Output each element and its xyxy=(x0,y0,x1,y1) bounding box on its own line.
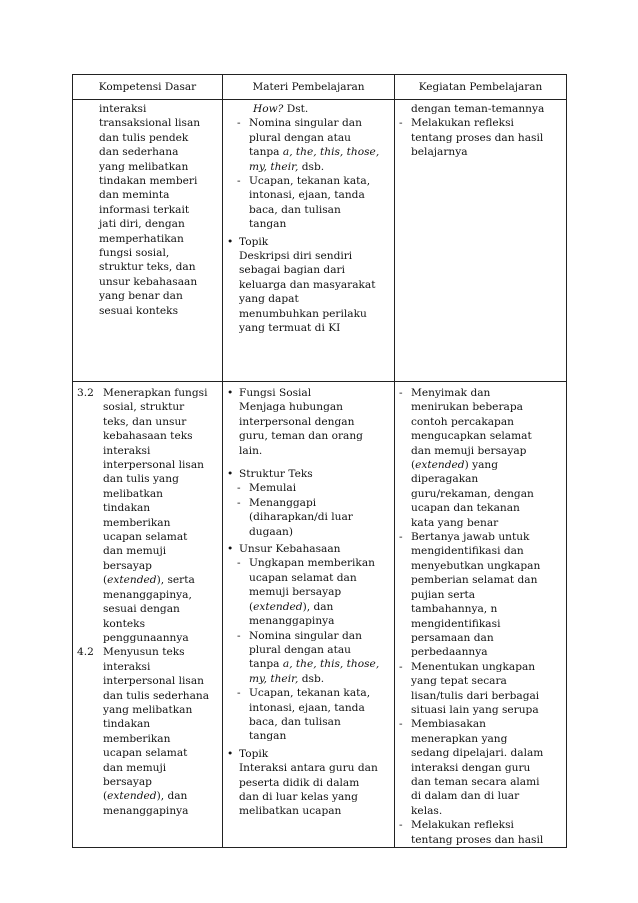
text-line: transaksional lisan xyxy=(99,117,201,130)
text-line: intonasi, ejaan, tanda xyxy=(249,189,365,202)
text-line: yang melibatkan xyxy=(103,703,193,716)
table-row xyxy=(73,100,567,382)
text-line: persamaan dan xyxy=(411,631,494,644)
text-line: Menjaga hubungan xyxy=(239,401,343,414)
kd-description xyxy=(103,645,218,818)
text-line: tangan xyxy=(249,730,287,743)
text-line: menirukan beberapa xyxy=(411,401,523,414)
text-line: yang melibatkan xyxy=(99,160,189,173)
kd-number: 4.2 xyxy=(77,646,94,659)
text-line: tindakan xyxy=(103,718,151,731)
text-line: menerapkan yang xyxy=(411,732,508,745)
text-line: tambahannya, n xyxy=(411,603,498,616)
text-line: dengan teman-temannya xyxy=(411,103,545,115)
text-line: pujian serta xyxy=(411,588,476,601)
kegiatan-cell xyxy=(395,382,567,848)
text-line: yang tepat secara xyxy=(411,675,507,688)
text-line: Ungkapan memberikan xyxy=(249,557,375,570)
text-line: kata yang benar xyxy=(411,516,499,529)
text-line: Menyimak dan xyxy=(411,387,491,399)
topic-heading: Topik xyxy=(239,235,269,248)
text-line: interaksi xyxy=(103,444,151,457)
section-text xyxy=(227,400,390,458)
text-line: Deskripsi diri sendiri xyxy=(239,250,353,263)
text-line: baca, dan tulisan xyxy=(249,203,341,216)
text-line: interaksi dengan guru xyxy=(411,761,531,774)
text-line: Menanggapi xyxy=(249,496,317,509)
text: dsb. xyxy=(298,672,325,685)
text-line: (extended), dan xyxy=(103,790,188,803)
text-line: sebagai bagian dari xyxy=(239,264,345,277)
text-line: mengucapkan selamat xyxy=(411,430,532,443)
section-heading: Fungsi Sosial xyxy=(239,387,312,399)
text-line: unsur kebahasaan xyxy=(99,275,198,288)
text-line: sesuai dengan xyxy=(103,603,180,616)
text-line: menumbuhkan perilaku xyxy=(239,307,367,320)
text-line: keluarga dan masyarakat xyxy=(239,278,376,291)
text: tanpa xyxy=(249,146,283,159)
text-line: dan di luar kelas yang xyxy=(239,790,358,803)
materi-cell xyxy=(223,382,395,848)
text-line: memberikan xyxy=(103,516,171,529)
text-line: kebahasaan teks xyxy=(103,430,193,443)
text-line: memuji bersayap xyxy=(249,586,342,599)
text: ), dan xyxy=(302,600,334,613)
text-line: interpersonal lisan xyxy=(103,459,204,472)
materi-text: How? Dst. - Nomina singular dan plural dengan atau tanpa a, the, this, those, my, their, dsb. - Ucapan, tekanan kata, intonasi, ejaan, tanda baca, dan tulisan tangan • Topik Deskripsi diri sendiri sebagai bagian dari keluarga dan masyarakat yang dapat menumbuhkan perilaku yang termuat di KI xyxy=(223,100,394,336)
text-line: tangan xyxy=(249,218,287,231)
text-line: mengidentifikasi dan xyxy=(411,545,524,558)
kegiatan-cell xyxy=(395,100,567,382)
text-line: Menentukan ungkapan xyxy=(411,660,536,673)
section-text xyxy=(227,761,390,819)
materi-text: • Fungsi Sosial Menjaga hubungan interpersonal dengan guru, teman dan orang lain. • Struktur Teks - Memulai - Menanggapi (diharapkan/di luar dugaan) • Unsur Kebahasaan - Ungkapan memberikan ucapan selamat dan memuji bersayap (extended), dan menanggapinya - Nomina singular dan plural dengan atau tanpa a, the, this, those, my, their, dsb. - Ucapan, tekanan kata, intonasi, ejaan, tanda baca, dan tulisan tangan • Topik Interaksi antara guru dan peserta didik di dalam dan di luar kelas yang melibatkan ucapan xyxy=(223,382,394,819)
kd-text xyxy=(73,382,222,818)
text-line: dan memuji bersayap xyxy=(411,444,527,457)
kegiatan-text: dengan teman-temannya - Melakukan refleksi tentang proses dan hasil belajarnya xyxy=(395,100,566,160)
text-line: tindakan memberi xyxy=(99,175,198,188)
text-line: ucapan selamat dan xyxy=(249,571,357,584)
bullet-icon: • xyxy=(227,747,234,760)
bullet-icon: • xyxy=(227,235,234,248)
text-line: (extended), serta xyxy=(103,574,195,587)
text-line: tindakan xyxy=(103,502,151,515)
text-line: Memulai xyxy=(249,482,297,495)
text-line: memperhatikan xyxy=(99,232,184,245)
section-heading: Unsur Kebahasaan xyxy=(239,543,341,556)
text-line: kelas. xyxy=(411,804,443,817)
text-line: interaksi xyxy=(103,660,151,673)
kd-cell xyxy=(73,382,223,848)
kd-description xyxy=(103,386,218,645)
table-row xyxy=(73,382,567,848)
text-line: memberikan xyxy=(103,732,171,745)
header-kegiatan-pembelajaran: Kegiatan Pembelajaran xyxy=(395,75,567,100)
section-heading: Struktur Teks xyxy=(239,468,313,481)
text-line: interaksi xyxy=(99,103,147,115)
bullet-icon: • xyxy=(227,387,234,399)
text-line: plural dengan atau xyxy=(249,643,352,656)
text-line: intonasi, ejaan, tanda xyxy=(249,701,365,714)
text-line: interpersonal lisan xyxy=(103,675,204,688)
text-line: menanggapinya xyxy=(103,804,189,817)
text-line: Nomina singular dan xyxy=(249,117,362,130)
text-line: menyebutkan ungkapan xyxy=(411,559,541,572)
text-line: plural dengan atau xyxy=(249,131,352,144)
materi-cell xyxy=(223,100,395,382)
text-line: dan memuji xyxy=(103,545,167,558)
text-line: contoh percakapan xyxy=(411,415,514,428)
text-line: dan tulis sederhana xyxy=(103,689,210,702)
text-line: Menerapkan fungsi xyxy=(103,387,208,399)
text-line: tentang proses dan hasil xyxy=(411,131,544,144)
text-line: fungsi sosial, xyxy=(99,247,170,260)
text-line: dan memuji xyxy=(103,761,167,774)
text: tanpa xyxy=(249,658,283,671)
text-line: sesuai konteks xyxy=(99,304,179,317)
italic-text: How? xyxy=(253,103,284,115)
topic-text xyxy=(227,249,390,335)
activity-item xyxy=(411,660,539,718)
text: ), serta xyxy=(156,574,195,587)
text-line: dan meminta xyxy=(99,189,170,202)
text-line: situasi lain yang serupa xyxy=(411,703,539,716)
text-line: menanggapinya, xyxy=(103,588,192,601)
text-line: baca, dan tulisan xyxy=(249,715,341,728)
activity-item xyxy=(411,717,543,818)
text-line: Melakukan refleksi xyxy=(411,819,514,832)
text-line: (diharapkan/di luar xyxy=(249,511,353,524)
text-line: interpersonal dengan xyxy=(239,415,355,428)
text-line: pemberian selamat dan xyxy=(411,574,538,587)
kd-number: 3.2 xyxy=(77,387,94,399)
text-line: informasi terkait xyxy=(99,203,190,216)
lesson-plan-table xyxy=(72,74,567,848)
text-line: penggunaannya xyxy=(103,631,189,644)
text-line: bersayap xyxy=(103,775,152,788)
italic-text: a, the, this, those, xyxy=(282,658,380,671)
text-line: konteks xyxy=(103,617,146,630)
header-materi-pembelajaran: Materi Pembelajaran xyxy=(223,75,395,100)
text-line: dan sederhana xyxy=(99,146,179,159)
text: ) yang xyxy=(464,459,498,472)
text-line: sedang dipelajari. dalam xyxy=(411,747,544,760)
text-line: Menyusun teks xyxy=(103,646,185,659)
text-line: teks, dan unsur xyxy=(103,415,187,428)
italic-text: extended xyxy=(107,574,157,587)
bullet-icon: • xyxy=(227,468,234,481)
kd-cell xyxy=(73,100,223,382)
italic-text: extended xyxy=(107,790,157,803)
italic-text: my, their, xyxy=(249,160,299,173)
text: Dst. xyxy=(283,103,309,115)
text-line: dugaan) xyxy=(249,525,293,538)
text-line: sosial, struktur xyxy=(103,401,185,414)
text-line: Ucapan, tekanan kata, xyxy=(249,687,371,700)
activity-item xyxy=(411,530,540,660)
text-line: Bertanya jawab untuk xyxy=(411,531,530,544)
text-line: menanggapinya xyxy=(249,615,335,628)
text-line: di dalam dan di luar xyxy=(411,790,520,803)
bullet-icon: • xyxy=(227,543,234,556)
text-line: melibatkan xyxy=(103,487,164,500)
text-line: jati diri, dengan xyxy=(99,218,185,231)
header-kompetensi-dasar: Kompetensi Dasar xyxy=(73,75,223,100)
text: dsb. xyxy=(298,160,325,173)
text-line: dan teman secara alami xyxy=(411,775,540,788)
italic-text: a, the, this, those, xyxy=(282,146,380,159)
text-line: tentang proses dan hasil xyxy=(411,833,544,846)
italic-text: my, their, xyxy=(249,672,299,685)
text-line: peserta didik di dalam xyxy=(239,776,360,789)
text-line: Nomina singular dan xyxy=(249,629,362,642)
text-line: Ucapan, tekanan kata, xyxy=(249,175,371,188)
text-line: lain. xyxy=(239,444,263,457)
kegiatan-text: - Menyimak dan menirukan beberapa contoh percakapan mengucapkan selamat dan memuji bersayap (extended) yang diperagakan guru/rekaman, dengan ucapan dan tekanan kata yang benar - Bertanya jawab untuk mengidentifikasi dan menyebutkan ungkapan pemberian selamat dan pujian serta tambahannya, n mengidentifikasi persamaan dan perbedaannya - Menentukan ungkapan yang tepat secara lisan/tulis dari berbagai situasi lain yang serupa - Membiasakan menerapkan yang sedang dipelajari. dalam interaksi dengan guru dan teman secara alami di dalam dan di luar kelas. - Melakukan refleksi tentang proses dan hasil xyxy=(399,387,544,846)
text-line: ucapan selamat xyxy=(103,531,188,544)
text-line: lisan/tulis dari berbagai xyxy=(411,689,540,702)
text-line: yang dapat xyxy=(239,293,299,306)
text-line: guru/rekaman, dengan xyxy=(411,487,534,500)
table-header-row xyxy=(73,75,567,100)
text-line: perbedaannya xyxy=(411,646,488,659)
activity-item xyxy=(411,386,534,530)
text-line: Interaksi antara guru dan xyxy=(239,762,378,775)
text-line: diperagakan xyxy=(411,473,479,486)
text-line: guru, teman dan orang xyxy=(239,430,363,443)
text-line: dan tulis pendek xyxy=(99,131,189,144)
activity-item xyxy=(411,818,543,847)
text-line: (extended) yang xyxy=(411,459,498,472)
text: ), dan xyxy=(156,790,188,803)
italic-text: extended xyxy=(253,600,303,613)
text-line: Membiasakan xyxy=(411,718,486,731)
text-line: mengidentifikasi xyxy=(411,617,501,630)
text-line: yang benar dan xyxy=(99,290,183,303)
text-line: ucapan selamat xyxy=(103,747,188,760)
text-line: belajarnya xyxy=(411,146,468,159)
text-line: Melakukan refleksi xyxy=(411,117,514,130)
text-line: melibatkan ucapan xyxy=(239,805,342,818)
italic-text: extended xyxy=(415,459,465,472)
text-line: ucapan dan tekanan xyxy=(411,502,520,515)
text-line: dan tulis yang xyxy=(103,473,179,486)
section-heading: Topik xyxy=(239,747,269,760)
text-line: bersayap xyxy=(103,559,152,572)
kd-text xyxy=(73,100,222,318)
text-line: yang termuat di KI xyxy=(239,322,341,335)
text-line: struktur teks, dan xyxy=(99,261,196,274)
